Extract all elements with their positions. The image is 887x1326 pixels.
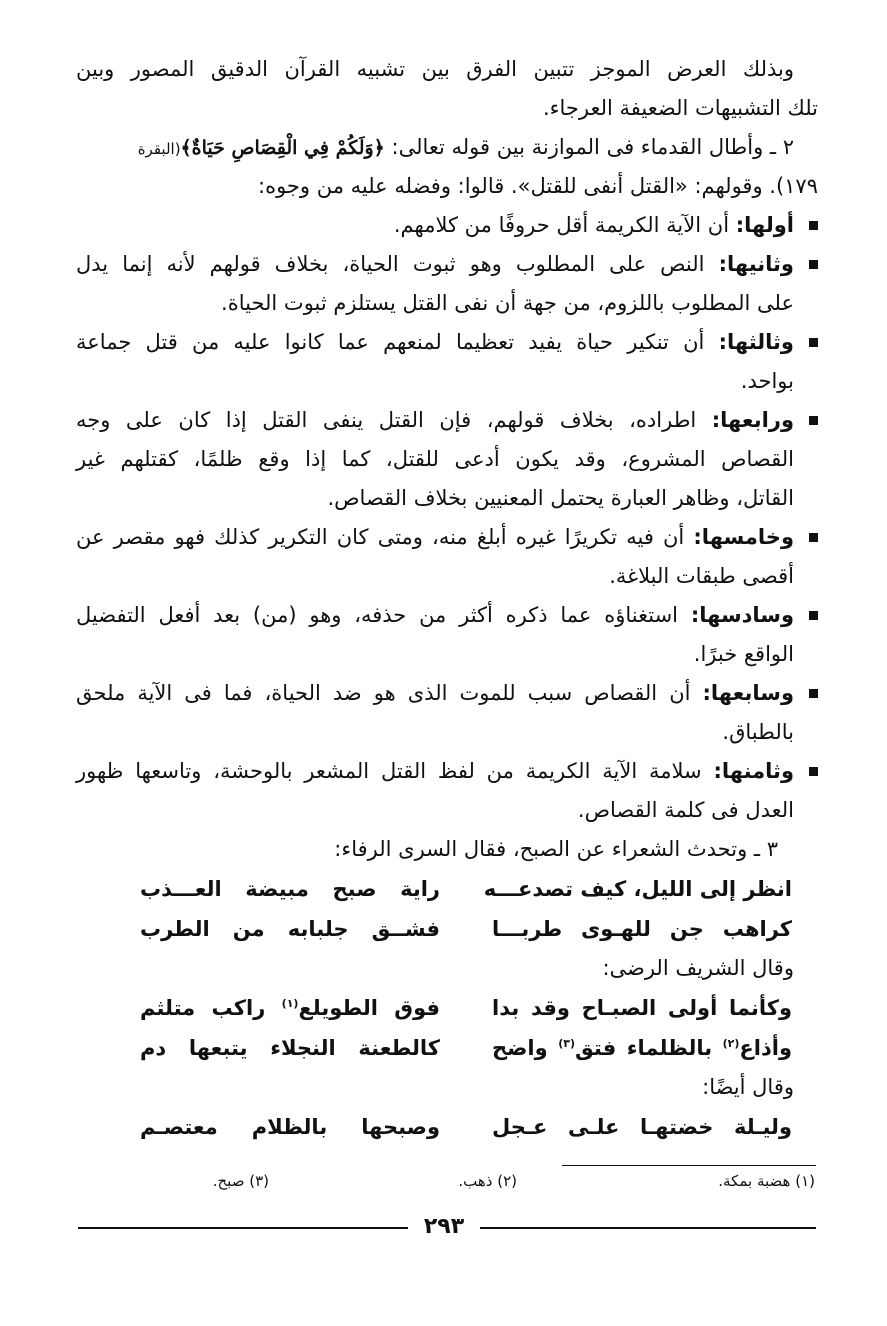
square-bullet-icon: [809, 221, 818, 230]
verse-text: فوق الطويلع: [298, 996, 441, 1020]
verse-first-hemistich: وكأنما أولى الصبـاح وقد بدا: [492, 996, 792, 1020]
point-continuation-line: [76, 440, 818, 479]
verse-second-hemistich: فشــق جلبابه من الطرب: [140, 917, 440, 941]
poet-intro: وقال أيضًا:: [702, 1075, 794, 1099]
verse-second-hemistich: وصبحها بالظلام معتصـم: [140, 1115, 440, 1139]
point-continuation-line: [76, 479, 818, 518]
verse-text: وأذاع: [739, 1036, 792, 1060]
point-text: استغناؤه عما ذكره أكثر من حذفه، وهو (من) بعد أفعل التفضيل: [76, 603, 691, 627]
page-body: [76, 50, 818, 1147]
point-first-line: [76, 206, 818, 245]
verse-first-hemistich: كراهب جن للهـوى طربـــا: [492, 917, 792, 941]
section-2-line-1: [76, 128, 818, 167]
verse-text: بالظلماء فتق: [574, 1036, 723, 1060]
section-2-text: ٢ ـ وأطال القدماء فى الموازنة بين قوله تعالى:: [384, 135, 794, 159]
verse-row: [76, 1107, 818, 1147]
intro-line-2: تلك التشبيهات الضعيفة العرجاء.: [542, 96, 818, 120]
poet-intro: وقال الشريف الرضى:: [602, 956, 794, 980]
verse-first-hemistich: [492, 1028, 792, 1068]
page-number: ٢٩٣: [423, 1214, 465, 1239]
point-first-line: [76, 401, 818, 440]
bottom-rule-right: [480, 1227, 816, 1229]
point-text: الواقع خبرًا.: [693, 642, 794, 666]
square-bullet-icon: [809, 338, 818, 347]
point-keyword: وثالثها:: [718, 330, 794, 354]
square-bullet-icon: [809, 689, 818, 698]
point-keyword: وسابعها:: [702, 681, 794, 705]
verse-first-hemistich: وليـلة خضتهـا علـى عـجل: [492, 1115, 792, 1139]
point-text: بواحد.: [740, 369, 794, 393]
point-first-line: [76, 596, 818, 635]
point-first-line: [76, 518, 818, 557]
point-continuation-line: [76, 635, 818, 674]
point-keyword: وثامنها:: [713, 759, 794, 783]
point-first-line: [76, 323, 818, 362]
point-continuation-line: [76, 362, 818, 401]
square-bullet-icon: [809, 767, 818, 776]
point-continuation-line: [76, 791, 818, 830]
verse-row: [76, 909, 818, 949]
footnote-marker: (١): [281, 997, 299, 1010]
verse-text: راكب متلثم: [140, 996, 282, 1020]
point-first-line: [76, 674, 818, 713]
point-text: العدل فى كلمة القصاص.: [577, 798, 794, 822]
verse-second-hemistich: كالطعنة النجلاء يتبعها دم: [140, 1036, 440, 1060]
point-text: القصاص المشروع، وقد يكون أدعى للقتل، كما إذا وقع ظلمًا، كقتلهم غير: [76, 447, 794, 471]
verse-second-hemistich: [140, 988, 440, 1028]
section-2-line-2: ١٧٩). وقولهم: «القتل أنفى للقتل». قالوا: وفضله عليه من وجوه:: [258, 174, 818, 198]
point-text: على المطلوب باللزوم، من جهة أن نفى القتل يستلزم ثبوت الحياة.: [221, 291, 794, 315]
point-text: أن القصاص سبب للموت الذى هو ضد الحياة، فما فى الآية ملحق: [76, 681, 703, 705]
point-text: أن الآية الكريمة أقل حروفًا من كلامهم.: [393, 213, 736, 237]
point-first-line: [76, 752, 818, 791]
quran-verse: ﴿وَلَكُمْ فِي الْقِصَاصِ حَيَاةٌ﴾: [180, 137, 385, 159]
point-text: بالطباق.: [722, 720, 794, 744]
footnote-marker: (٣): [558, 1037, 575, 1050]
point-continuation-line: [76, 713, 818, 752]
footnote-1: (١) هضبة بمكة.: [718, 1172, 815, 1190]
verse-row: [76, 988, 818, 1028]
verse-row: [76, 1028, 818, 1068]
footnote-3: (٣) صبح.: [212, 1172, 269, 1190]
verse-reference: (البقرة: [137, 140, 181, 158]
point-text: القاتل، وظاهر العبارة يحتمل المعنيين بخلاف القصاص.: [327, 486, 794, 510]
point-continuation-line: [76, 284, 818, 323]
point-text: اطراده، بخلاف قولهم، فإن القتل ينفى القتل إذا كان على وجه: [76, 408, 712, 432]
section-3-heading: ٣ ـ وتحدث الشعراء عن الصبح، فقال السرى الرفاء:: [334, 837, 778, 861]
square-bullet-icon: [809, 260, 818, 269]
point-text: أن تنكير حياة يفيد تعظيما لمنعهم عما كانوا عليه من قتل جماعة: [76, 330, 719, 354]
footnote-separator: [562, 1165, 816, 1166]
footnote-2: (٢) ذهب.: [458, 1172, 517, 1190]
square-bullet-icon: [809, 611, 818, 620]
point-first-line: [76, 245, 818, 284]
verse-first-hemistich: انظر إلى الليل، كيف تصدعـــه: [483, 877, 792, 901]
point-text: أقصى طبقات البلاغة.: [609, 564, 794, 588]
point-text: سلامة الآية الكريمة من لفظ القتل المشعر بالوحشة، وتاسعها ظهور: [76, 759, 714, 783]
square-bullet-icon: [809, 533, 818, 542]
point-text: أن فيه تكريرًا غيره أبلغ منه، ومتى كان التكرير كذلك فهو مقصر عن: [76, 525, 694, 549]
point-keyword: أولها:: [735, 213, 794, 237]
intro-line-1: وبذلك العرض الموجز تتبين الفرق بين تشبيه القرآن الدقيق المصور وبين: [76, 57, 794, 81]
point-keyword: وخامسها:: [693, 525, 794, 549]
points-list: [76, 206, 818, 830]
verse-row: [76, 869, 818, 909]
square-bullet-icon: [809, 416, 818, 425]
bottom-rule-left: [78, 1227, 408, 1229]
point-text: النص على المطلوب وهو ثبوت الحياة، بخلاف قولهم لأنه إنما يدل: [76, 252, 719, 276]
verse-second-hemistich: راية صبح مبيضة العـــذب: [140, 877, 440, 901]
point-keyword: وسادسها:: [690, 603, 794, 627]
point-continuation-line: [76, 557, 818, 596]
footnote-marker: (٢): [722, 1037, 740, 1050]
verse-text: واضح: [492, 1036, 559, 1060]
point-keyword: ورابعها:: [711, 408, 794, 432]
point-keyword: وثانيها:: [718, 252, 794, 276]
